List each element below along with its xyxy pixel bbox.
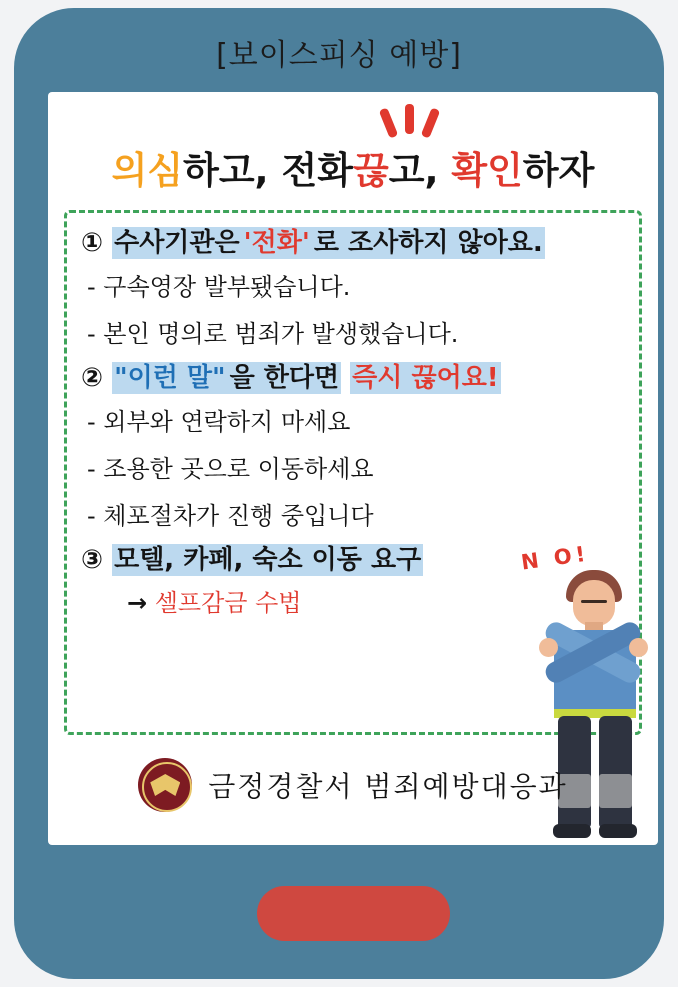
headline-part-6: 하자 [522, 149, 595, 192]
left-hand-shape [539, 638, 558, 657]
face-line-shape [581, 600, 607, 603]
list-item-text-c: 즉시 끊어요! [352, 363, 499, 393]
headline-part-4: 고, [388, 149, 452, 192]
police-emblem-icon [138, 758, 192, 812]
right-hand-shape [629, 638, 648, 657]
no-speech-text: N O! [519, 541, 591, 575]
poster-header [14, 30, 664, 74]
footer [48, 750, 658, 820]
list-item [81, 223, 621, 262]
organization-name: 금정경찰서 범죄예방대응과 [208, 770, 568, 803]
left-shoe-shape [553, 824, 591, 838]
home-button[interactable] [257, 886, 450, 941]
list-item-marker: ③ [81, 545, 104, 575]
list-item-text-a: "이런 말" [114, 363, 226, 393]
right-shoe-shape [599, 824, 637, 838]
exclamation-strokes-icon [378, 102, 448, 142]
page-title: [보이스피싱 예방] [216, 38, 462, 73]
headline-part-2: 하고, 전화 [183, 149, 353, 192]
headline-part-5: 확인 [451, 149, 523, 192]
list-item-text-b: '전화' [243, 228, 310, 258]
list-item: - 외부와 연락하지 마세요 [87, 408, 351, 436]
list-item [81, 358, 621, 397]
arrow-icon: → [127, 589, 148, 617]
list-item-text-a: 수사기관은 [114, 228, 240, 258]
tips-box [64, 210, 642, 735]
list-item: - 조용한 곳으로 이동하세요 [87, 455, 374, 483]
list-item: - 구속영장 발부됐습니다. [87, 273, 351, 301]
headline-part-1: 의심 [111, 149, 184, 192]
list-item: - 체포절차가 진행 중입니다 [87, 502, 374, 530]
list-item-text: 셀프감금 수법 [154, 589, 302, 617]
headline-part-3: 끊 [352, 149, 389, 192]
head-shape [573, 580, 615, 626]
headline [48, 140, 658, 194]
list-item: - 본인 명의로 범죄가 발생했습니다. [87, 320, 459, 348]
phone-frame [14, 8, 664, 979]
list-item-text-b: 을 한다면 [229, 363, 340, 393]
phone-screen [48, 92, 658, 845]
list-item-text-a: 모텔, 카페, 숙소 이동 요구 [114, 545, 422, 575]
list-item-marker: ② [81, 363, 104, 393]
list-item-text-c: 로 조사하지 않아요. [313, 228, 543, 258]
list-item-marker: ① [81, 228, 104, 258]
